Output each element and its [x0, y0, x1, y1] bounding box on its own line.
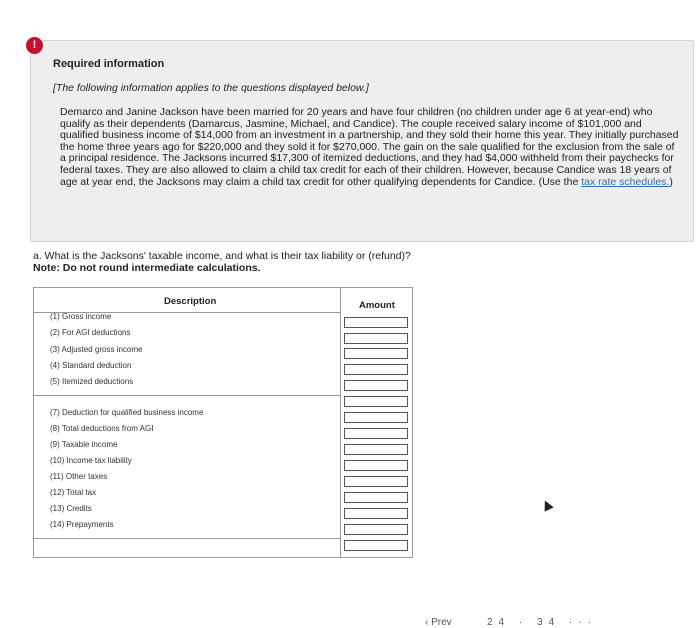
question-note: Note: Do not round intermediate calculations.	[33, 262, 261, 274]
row-label: (9) Taxable income	[50, 440, 118, 449]
amount-input[interactable]	[344, 317, 408, 328]
prev-label: Prev	[431, 617, 452, 628]
page-indicators[interactable]: 24 · 34 ···	[487, 617, 597, 628]
amount-input[interactable]	[344, 380, 408, 391]
amount-input-blank[interactable]	[344, 396, 408, 407]
amount-input[interactable]	[344, 476, 408, 487]
amount-input[interactable]	[344, 492, 408, 503]
row-label: (7) Deduction for qualified business income	[50, 408, 204, 417]
problem-text-end: )	[669, 175, 673, 188]
amount-input[interactable]	[344, 444, 408, 455]
row-label: (8) Total deductions from AGI	[50, 424, 154, 433]
tax-rate-schedules-link[interactable]: tax rate schedules.	[581, 175, 670, 188]
row-label: (4) Standard deduction	[50, 361, 132, 370]
amount-input[interactable]	[344, 364, 408, 375]
question-text: a. What is the Jacksons' taxable income, and what is their tax liability or (refund)?	[33, 250, 411, 262]
amount-input[interactable]	[344, 460, 408, 471]
amount-input[interactable]	[344, 348, 408, 359]
required-information-title: Required information	[53, 58, 165, 70]
amount-header: Amount	[359, 300, 395, 311]
problem-text: Demarco and Janine Jackson have been married for 20 years and have four children (no children under age 6 at year-end) who qualify as their dependents (Damarcus, Jasmine, Michael, and Candice). The couple received salary income of $101,000 and qualified business income of $14,000 from an investment in a partnership, and they sold their home this year. They initially purchased the home three years ago for $220,000 and they sold it for $270,000. The gain on the sale qualified for the exclusion from the sale of a principal residence. The Jacksons incurred $17,300 of itemized deductions, and they had $4,000 withheld from their paychecks for federal taxes. They are also allowed to claim a child tax credit for each of their children. However, because Candice was 18 years of age at year end, the Jacksons may claim a child tax credit for other qualifying dependents for Candice. (Use the	[60, 106, 679, 188]
amount-input[interactable]	[344, 412, 408, 423]
mouse-cursor-icon	[540, 498, 553, 511]
amount-input[interactable]	[344, 508, 408, 519]
amount-input[interactable]	[344, 524, 408, 535]
column-divider	[340, 288, 341, 557]
amount-input[interactable]	[344, 428, 408, 439]
row-label: (12) Total tax	[50, 488, 97, 497]
row-label: (11) Other taxes	[50, 472, 108, 481]
description-header: Description	[164, 296, 217, 307]
amount-input[interactable]	[344, 333, 408, 344]
row-divider	[34, 538, 340, 539]
required-information-subtitle: [The following information applies to the questions displayed below.]	[53, 82, 369, 94]
row-label: (3) Adjusted gross income	[50, 345, 143, 354]
row-label: (5) Itemized deductions	[50, 377, 134, 386]
row-label: (14) Prepayments	[50, 520, 114, 529]
row-label: (1) Gross income	[50, 312, 112, 321]
row-label: (13) Credits	[50, 504, 92, 513]
amount-input-blank[interactable]	[344, 540, 408, 551]
tax-worksheet-table	[33, 287, 413, 558]
row-divider	[34, 395, 340, 396]
row-label: (2) For AGI deductions	[50, 328, 131, 337]
pagination	[425, 617, 597, 628]
alert-icon: !	[26, 37, 43, 54]
prev-button[interactable]: ‹ Prev	[425, 617, 452, 628]
row-label: (10) Income tax liability	[50, 456, 132, 465]
problem-statement	[60, 107, 680, 188]
